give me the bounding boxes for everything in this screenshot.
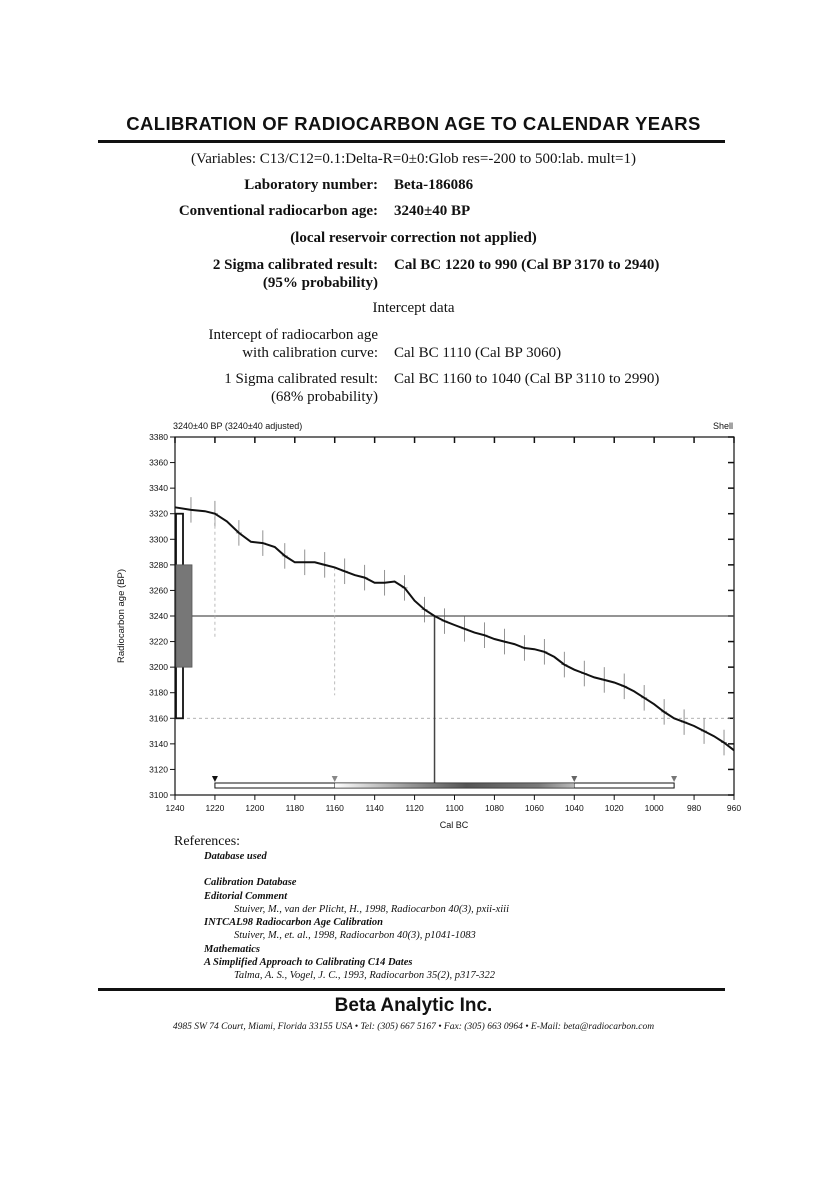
reference-item: Mathematics: [204, 944, 261, 955]
y-tick-label: 3120: [149, 764, 168, 775]
x-tick-label: 1020: [604, 803, 624, 813]
y-tick-label: 3300: [149, 534, 168, 545]
y-tick-label: 3360: [149, 457, 168, 468]
y-tick-label: 3180: [149, 687, 168, 698]
two-sigma-label: 2 Sigma calibrated result:: [212, 257, 378, 273]
x-tick-label: 1200: [245, 803, 265, 813]
y-tick-label: 3140: [149, 738, 168, 749]
x-tick-label: 1060: [524, 803, 544, 813]
x-tick-label: 1160: [325, 803, 344, 813]
range-marker: [332, 776, 338, 782]
reference-item: Calibration Database: [204, 877, 297, 888]
reference-item: Stuiver, M., et. al., 1998, Radiocarbon 40(3), p1041-1083: [234, 930, 476, 941]
one-sigma-value: Cal BC 1160 to 1040 (Cal BP 3110 to 2990): [394, 371, 660, 387]
reference-item: Talma, A. S., Vogel, J. C., 1993, Radiocarbon 35(2), p317-322: [234, 970, 496, 981]
y-tick-label: 3200: [149, 662, 168, 673]
y-tick-label: 3280: [149, 559, 168, 570]
reference-item: Database used: [204, 851, 267, 862]
company-address: 4985 SW 74 Court, Miami, Florida 33155 USA • Tel: (305) 667 5167 • Fax: (305) 663 0964 • E-Mail: beta@radiocarbon.com: [172, 1022, 655, 1032]
calibration-curve: [175, 507, 734, 750]
variables-line: (Variables: C13/C12=0.1:Delta-R=0±0:Glob res=-200 to 500:lab. mult=1): [191, 151, 636, 167]
y-tick-label: 3340: [149, 483, 168, 494]
intercept-label-line2: with calibration curve:: [242, 345, 378, 361]
x-tick-label: 1040: [564, 803, 584, 813]
y-tick-label: 3320: [149, 508, 168, 519]
range-marker: [671, 776, 677, 782]
x-tick-label: 1000: [644, 803, 664, 813]
y-axis-label: Radiocarbon age (BP): [116, 569, 127, 663]
two-sigma-probability: (95% probability): [262, 275, 378, 291]
x-tick-label: 1080: [484, 803, 504, 813]
references-heading: References:: [174, 834, 241, 849]
company-name: Beta Analytic Inc.: [334, 995, 493, 1016]
bottom-divider: [98, 988, 725, 991]
y-tick-label: 3240: [149, 611, 168, 621]
x-axis-label: Cal BC: [439, 820, 469, 830]
x-tick-label: 1240: [165, 803, 185, 813]
lab-number-label: Laboratory number:: [244, 177, 378, 193]
reservoir-note: (local reservoir correction not applied): [290, 230, 537, 246]
chart-corner-label: Shell: [712, 421, 733, 431]
intercept-label-line1: Intercept of radiocarbon age: [208, 327, 378, 343]
x-tick-label: 1100: [445, 803, 464, 813]
y-tick-label: 3100: [149, 790, 168, 800]
reference-item: Editorial Comment: [204, 891, 288, 902]
intercept-heading: Intercept data: [372, 300, 455, 316]
one-sigma-label: 1 Sigma calibrated result:: [224, 371, 378, 387]
range-marker: [571, 776, 577, 782]
x-tick-label: 980: [686, 803, 702, 813]
x-tick-label: 1220: [205, 803, 225, 813]
x-tick-label: 1180: [285, 803, 304, 813]
top-divider: [98, 140, 725, 143]
chart-title: 3240±40 BP (3240±40 adjusted): [173, 421, 303, 431]
y-tick-label: 3160: [149, 713, 168, 724]
y-tick-label: 3380: [149, 432, 168, 442]
y-tick-label: 3220: [149, 636, 168, 647]
conventional-age-label: Conventional radiocarbon age:: [178, 203, 378, 219]
calibration-chart: [110, 415, 750, 835]
y-tick-label: 3260: [149, 585, 168, 596]
intercept-value: Cal BC 1110 (Cal BP 3060): [394, 345, 562, 361]
range-marker: [212, 776, 218, 782]
reference-item: Stuiver, M., van der Plicht, H., 1998, Radiocarbon 40(3), pxii-xiii: [234, 904, 509, 915]
age-1sigma-band: [176, 565, 192, 667]
two-sigma-value: Cal BC 1220 to 990 (Cal BP 3170 to 2940): [394, 257, 660, 273]
x-tick-label: 1140: [365, 803, 384, 813]
x-tick-label: 1120: [405, 803, 424, 813]
one-sigma-probability: (68% probability): [270, 389, 378, 405]
lab-number-value: Beta-186086: [394, 177, 474, 193]
page-title: CALIBRATION OF RADIOCARBON AGE TO CALENDAR YEARS: [126, 113, 701, 134]
reference-item: A Simplified Approach to Calibrating C14 Dates: [204, 957, 413, 968]
conventional-age-value: 3240±40 BP: [394, 203, 471, 219]
one-sigma-range-bar: [335, 783, 575, 788]
reference-item: INTCAL98 Radiocarbon Age Calibration: [204, 917, 384, 928]
x-tick-label: 960: [726, 803, 742, 813]
